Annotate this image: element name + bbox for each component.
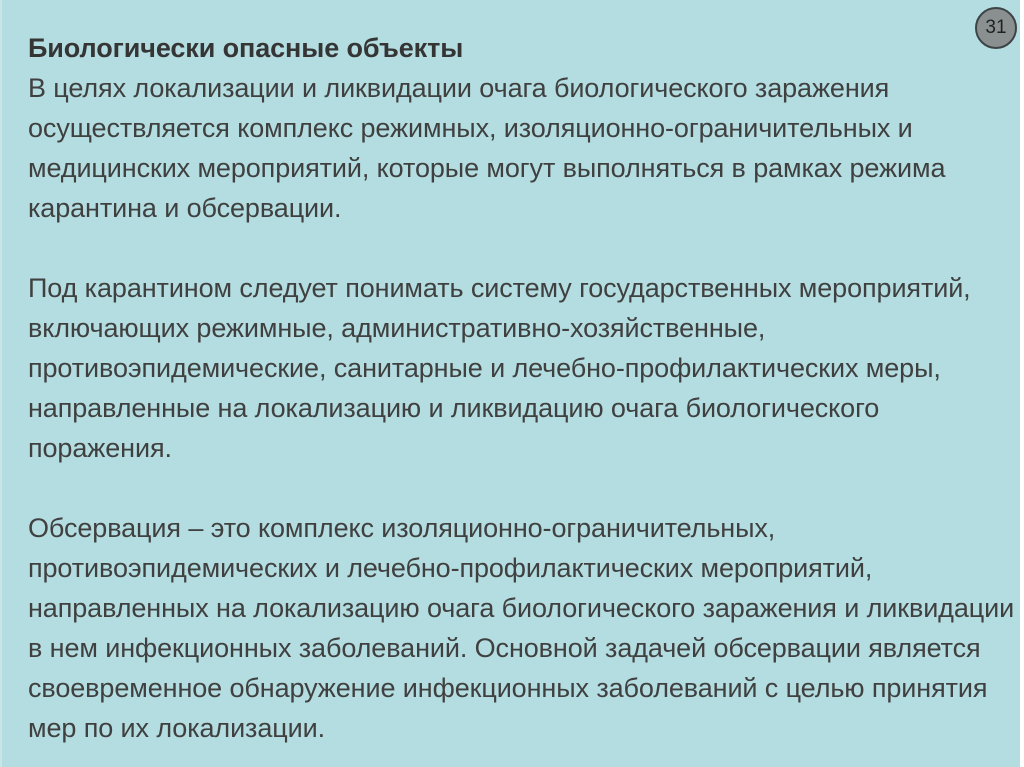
page-number-badge: 31 [975, 7, 1017, 49]
slide-content [28, 28, 1018, 748]
paragraph-spacer [28, 228, 1018, 268]
paragraph-spacer [28, 468, 1018, 508]
paragraph-observation: Обсервация – это комплекс изоляционно-ограничительных, противоэпидемических и лечебно-профилактических мероприятий, направленных на локализацию очага биологического заражения и ликвидации в нем инфекционных заболеваний. Основной задачей обсервации является своевременное обнаружение инфекционных заболеваний с целью принятия мер по их локализации. [28, 513, 1015, 743]
paragraph-quarantine: Под карантином следует понимать систему государственных мероприятий, включающих режимные, административно-хозяйственные, противоэпидемические, санитарные и лечебно-профилактических меры, направленные на локализацию и ликвидацию очага биологического поражения. [28, 273, 971, 463]
slide-title: Биологически опасные объекты [28, 33, 464, 63]
paragraph-localization: В целях локализации и ликвидации очага биологического заражения осуществляется комплекс режимных, изоляционно-ограничительных и медицинских мероприятий, которые могут выполняться в рамках режима карантина и обсервации. [28, 73, 946, 223]
